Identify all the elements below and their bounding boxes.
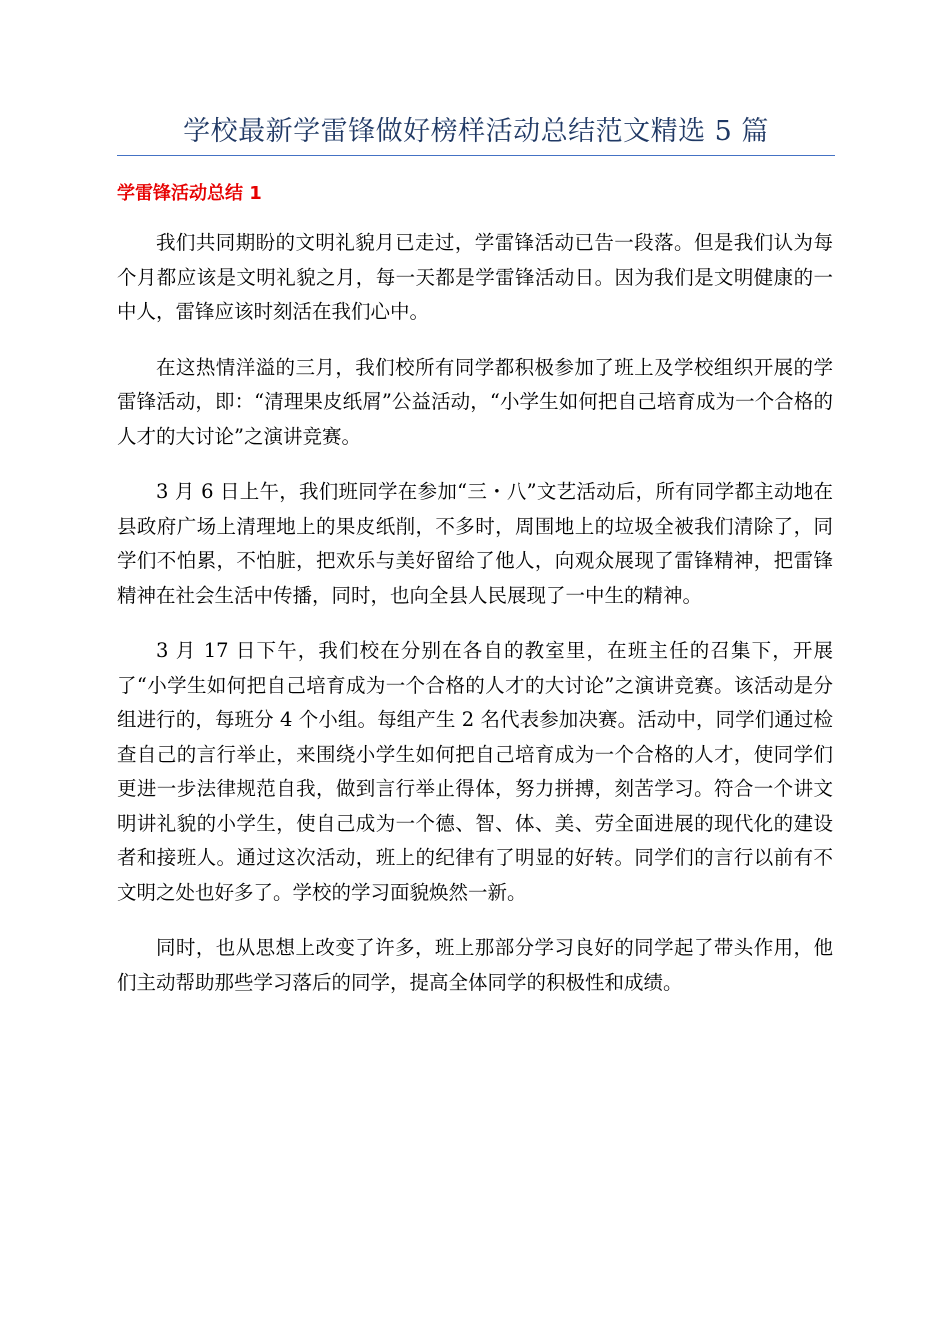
- paragraph-1: 我们共同期盼的文明礼貌月已走过，学雷锋活动已告一段落。但是我们认为每个月都应该是文明礼貌之月，每一天都是学雷锋活动日。因为我们是文明健康的一中人，雷锋应该时刻活在我们心中。: [117, 231, 833, 323]
- paragraph-2: 在这热情洋溢的三月，我们校所有同学都积极参加了班上及学校组织开展的学雷锋活动，即：“清理果皮纸屑”公益活动，“小学生如何把自己培育成为一个合格的人才的大讨论”之演讲竞赛。: [117, 355, 833, 448]
- title-underline: [117, 155, 835, 156]
- document-title: 学校最新学雷锋做好榜样活动总结范文精选 5 篇: [183, 116, 769, 147]
- paragraph-4: 3 月 17 日下午，我们校在分别在各自的教室里，在班主任的召集下，开展了“小学生如何把自己培育成为一个合格的人才的大讨论”之演讲竞赛。该活动是分组进行的，每班分 4 个小组。每组产生 2 名代表参加决赛。活动中，同学们通过检查自己的言行举止，来围绕小学生如何把自己培育成为一个合格的人才，使同学们更进一步法律规范自我，做到言行举止得体，努力拼搏，刻苦学习。符合一个讲文明讲礼貌的小学生，使自己成为一个德、智、体、美、劳全面进展的现代化的建设者和接班人。通过这次活动，班上的纪律有了明显的好转。同学们的言行以前有不文明之处也好多了。学校的学习面貌焕然一新。: [117, 639, 833, 904]
- body-text: [117, 226, 833, 1021]
- section-heading: 学雷锋活动总结 1: [117, 183, 262, 204]
- paragraph-3: 3 月 6 日上午，我们班同学在参加“三・八”文艺活动后，所有同学都主动地在县政府广场上清理地上的果皮纸削，不多时，周围地上的垃圾全被我们清除了，同学们不怕累，不怕脏，把欢乐与美好留给了他人，向观众展现了雷锋精神，把雷锋精神在社会生活中传播，同时，也向全县人民展现了一中生的精神。: [117, 480, 833, 607]
- paragraph-5: 同时，也从思想上改变了许多，班上那部分学习良好的同学起了带头作用，他们主动帮助那些学习落后的同学，提高全体同学的积极性和成绩。: [117, 936, 833, 994]
